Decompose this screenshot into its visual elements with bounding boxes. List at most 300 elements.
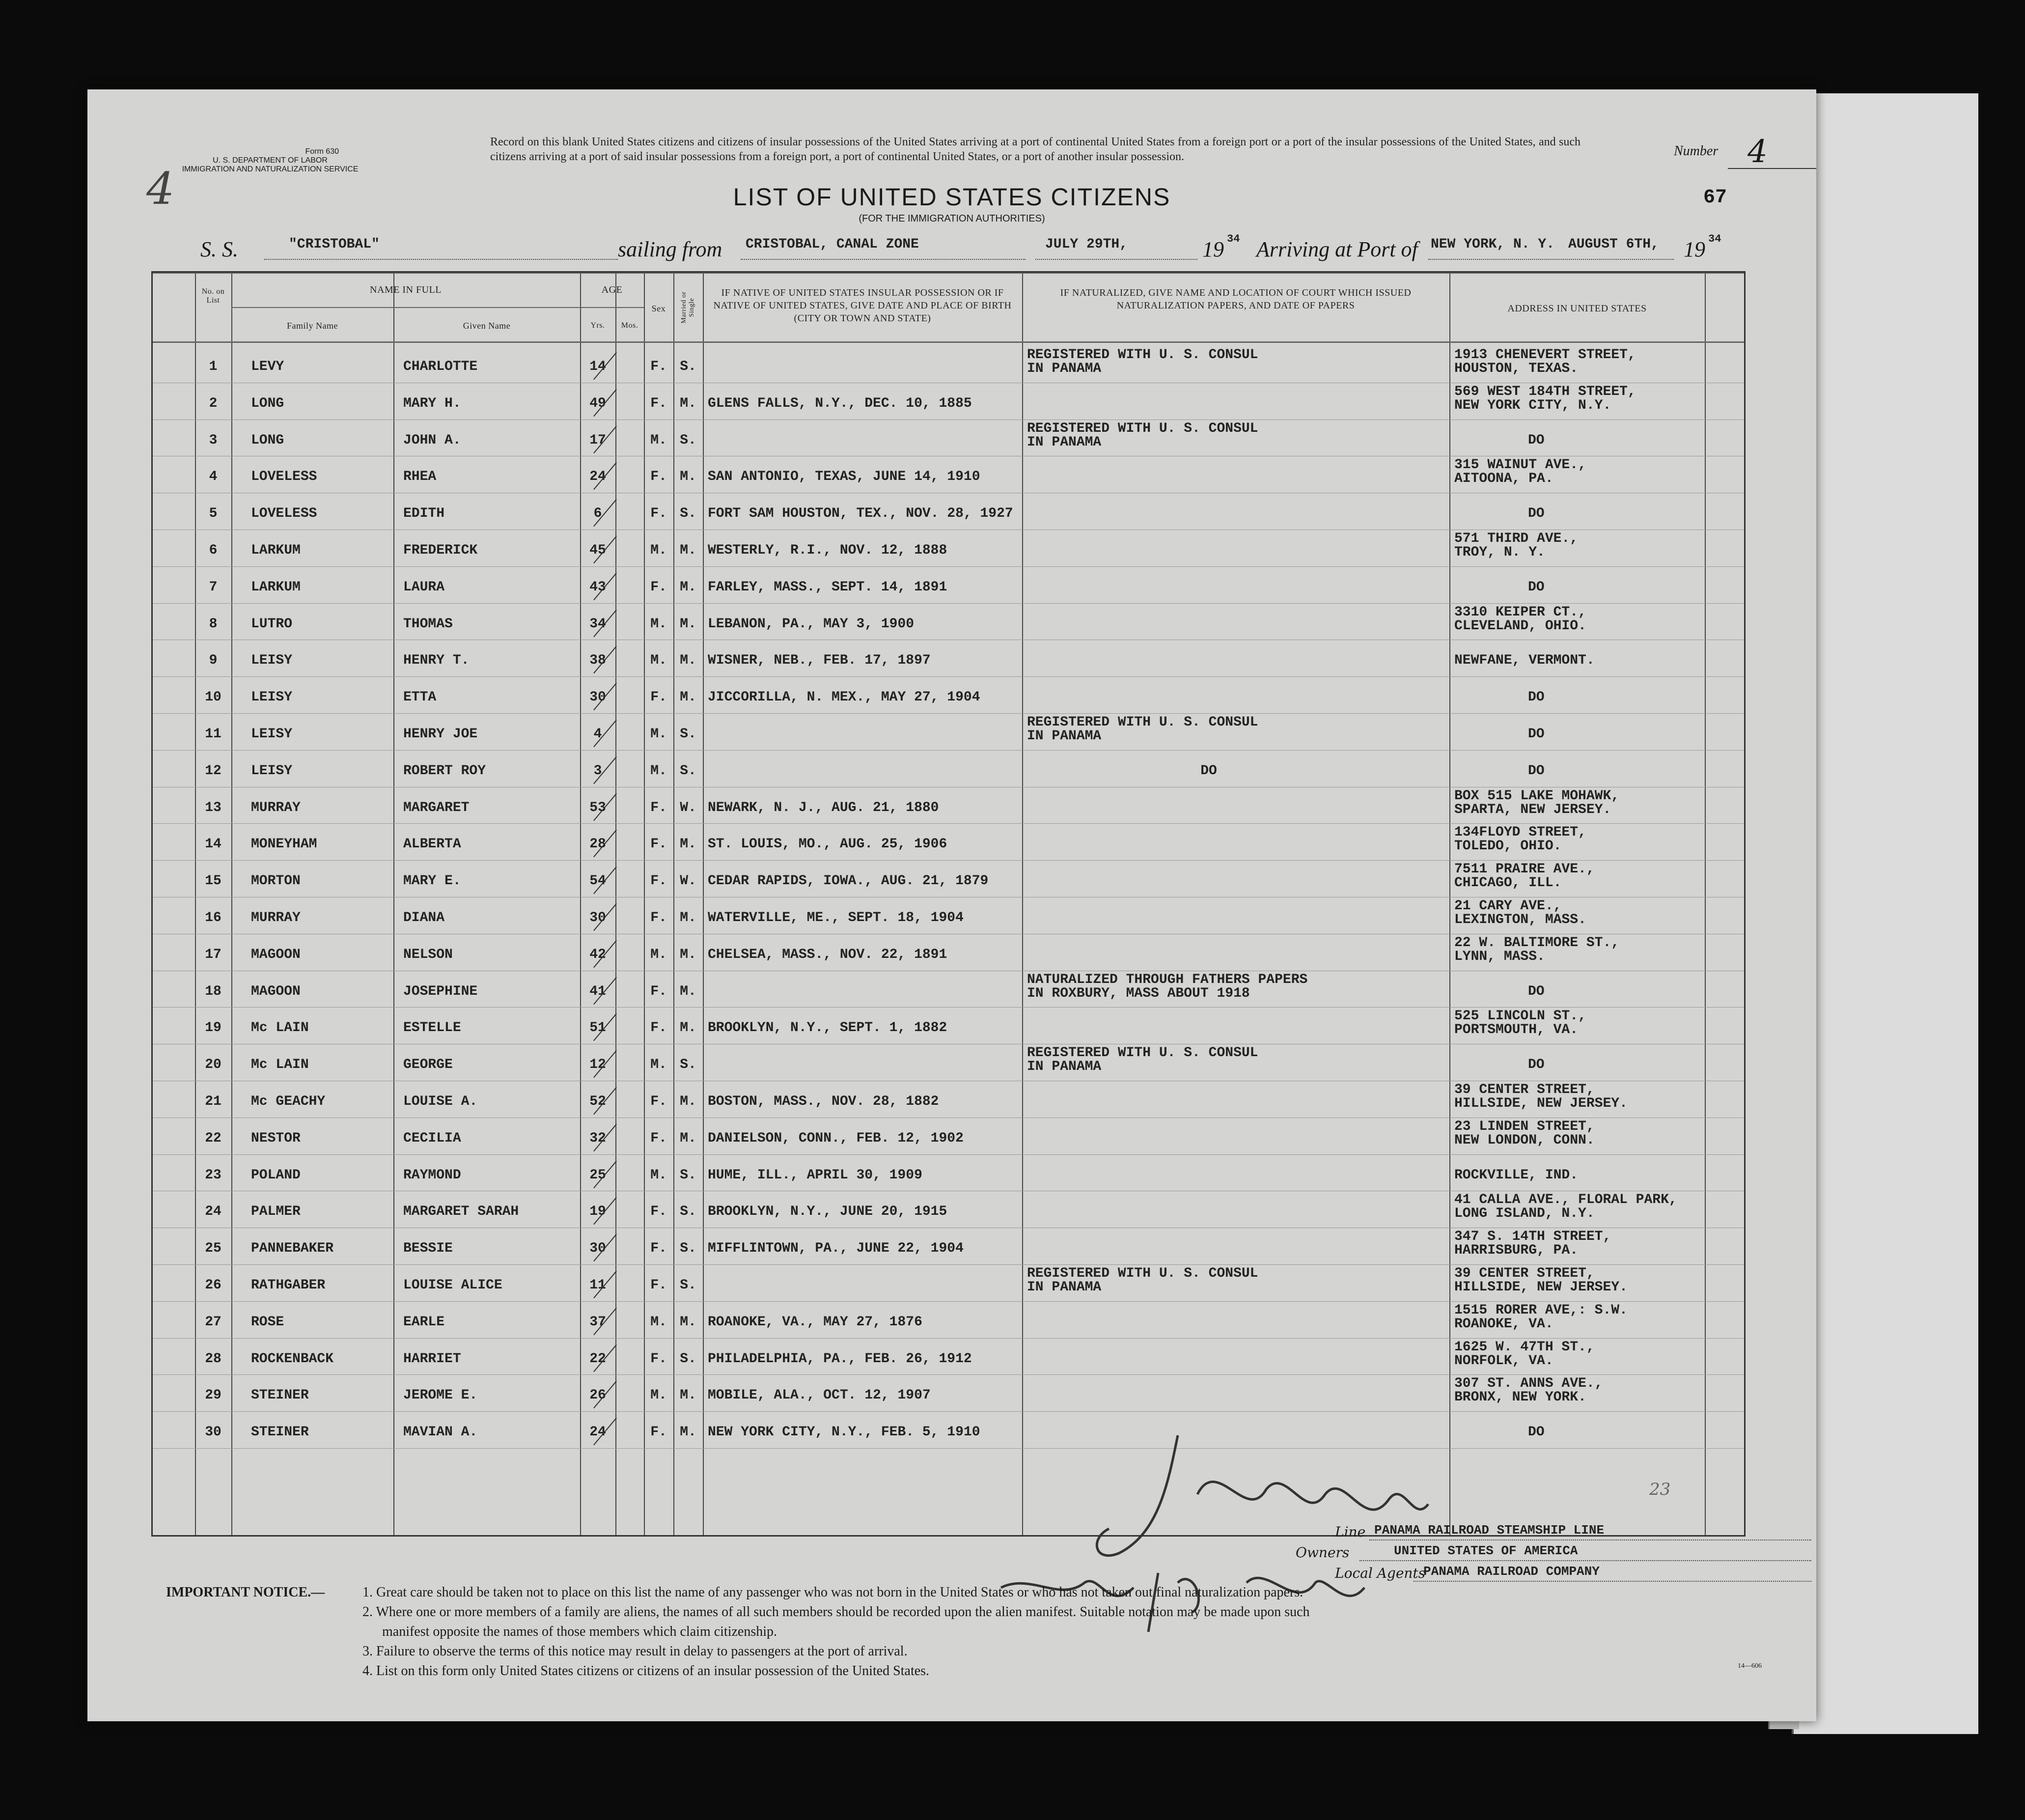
family-name: MORTON (251, 873, 301, 889)
table-row (153, 383, 1744, 420)
age-years: 53 (589, 800, 606, 815)
owners-label: Owners (1296, 1544, 1350, 1561)
marital-status: M. (680, 910, 696, 925)
naturalization-line-1: NATURALIZED THROUGH FATHERS PAPERS (1027, 972, 1308, 987)
address-line-1: 23 LINDEN STREET, (1454, 1119, 1595, 1134)
address-line-1: 569 WEST 184TH STREET, (1454, 384, 1636, 399)
age-years: 41 (589, 983, 606, 999)
address-line-2: TOLEDO, OHIO. (1454, 839, 1562, 854)
birth-place-date: WATERVILLE, ME., SEPT. 18, 1904 (708, 910, 964, 925)
table-row (153, 604, 1744, 641)
col-family-header: Family Name (287, 321, 338, 331)
row-number: 23 (205, 1167, 222, 1183)
table-row (153, 530, 1744, 567)
marital-status: M. (680, 1094, 696, 1109)
given-name: BESSIE (403, 1241, 453, 1257)
table-row (153, 1044, 1744, 1081)
family-name: LARKUM (251, 579, 301, 595)
sex: F. (650, 1425, 667, 1440)
col-address-header: ADDRESS IN UNITED STATES (1507, 303, 1647, 314)
age-years: 6 (593, 506, 602, 522)
sex: F. (650, 1241, 667, 1257)
age-years: 51 (589, 1020, 606, 1036)
birth-place-date: SAN ANTONIO, TEXAS, JUNE 14, 1910 (708, 469, 980, 485)
family-name: LOVELESS (251, 506, 317, 522)
address-line-1: 307 ST. ANNS AVE., (1454, 1376, 1603, 1392)
address-line-1: DO (1528, 432, 1545, 448)
sex: F. (650, 1020, 667, 1036)
address-line-1: 22 W. BALTIMORE ST., (1454, 935, 1620, 951)
age-years: 26 (589, 1388, 606, 1403)
marital-status: M. (680, 690, 696, 705)
given-name: LOUISE A. (403, 1094, 478, 1109)
address-line-2: LONG ISLAND, N.Y. (1454, 1206, 1595, 1222)
sex: F. (650, 469, 667, 485)
number-label: Number (1674, 143, 1719, 159)
family-name: STEINER (251, 1388, 309, 1403)
sex: F. (650, 1351, 667, 1367)
sex: F. (650, 690, 667, 705)
address-line-1: 315 WAINUT AVE., (1454, 457, 1586, 473)
naturalization-line-1: REGISTERED WITH U. S. CONSUL (1027, 420, 1258, 436)
row-number: 12 (205, 763, 222, 779)
col-birth-header: IF NATIVE OF UNITED STATES INSULAR POSSESSION OR IF NATIVE OF UNITED STATES, GIVE DATE AND PLACE OF BIRTH (CITY OR TOWN AND STATE) (713, 287, 1012, 324)
sex: F. (650, 1130, 667, 1146)
address-line-1: NEWFANE, VERMONT. (1454, 653, 1595, 669)
address-line-1: DO (1528, 579, 1545, 595)
agents-label: Local Agents (1335, 1565, 1426, 1581)
sex: M. (650, 727, 667, 742)
family-name: POLAND (251, 1167, 301, 1183)
age-years: 45 (589, 543, 606, 558)
family-name: MONEYHAM (251, 837, 317, 852)
owners-value: UNITED STATES OF AMERICA (1394, 1543, 1578, 1558)
given-name: CHARLOTTE (403, 359, 478, 374)
sail-year-prefix: 19 (1202, 237, 1224, 261)
naturalization-line-1: REGISTERED WITH U. S. CONSUL (1027, 1045, 1258, 1061)
marital-status: S. (680, 1167, 696, 1183)
address-line-2: TROY, N. Y. (1454, 545, 1545, 560)
marital-status: M. (680, 1130, 696, 1146)
arriving-label: Arriving at Port of (1256, 237, 1418, 261)
address-line-2: BRONX, NEW YORK. (1454, 1390, 1586, 1405)
sex: F. (650, 1204, 667, 1220)
sex: F. (650, 359, 667, 374)
col-yrs-header: Yrs. (590, 321, 605, 330)
marital-status: M. (680, 837, 696, 852)
notice-item-4: 4. List on this form only United States citizens or citizens of an insular possession of the United States. (362, 1663, 930, 1679)
row-number: 19 (205, 1020, 222, 1036)
table-row (153, 971, 1744, 1008)
row-number: 9 (209, 653, 218, 669)
marital-status: M. (680, 469, 696, 485)
family-name: LONG (251, 395, 284, 411)
family-name: LEVY (251, 359, 284, 374)
col-name-header: NAME IN FULL (370, 284, 442, 295)
address-line-1: DO (1528, 727, 1545, 742)
sex: F. (650, 579, 667, 595)
birth-place-date: WESTERLY, R.I., NOV. 12, 1888 (708, 543, 947, 558)
address-line-2: NEW LONDON, CONN. (1454, 1132, 1595, 1148)
form-number: Form 630 (305, 147, 339, 156)
marital-status: S. (680, 506, 696, 522)
table-row (153, 824, 1744, 861)
row-number: 5 (209, 506, 218, 522)
birth-place-date: BROOKLYN, N.Y., SEPT. 1, 1882 (708, 1020, 947, 1036)
sex: M. (650, 1167, 667, 1183)
given-name: MARGARET (403, 800, 470, 815)
number-underline (1728, 168, 1816, 169)
table-row (153, 640, 1744, 677)
ss-label: S. S. (200, 237, 238, 261)
birth-place-date: MIFFLINTOWN, PA., JUNE 22, 1904 (708, 1241, 964, 1257)
marital-status: S. (680, 763, 696, 779)
address-line-1: BOX 515 LAKE MOHAWK, (1454, 788, 1620, 804)
address-line-1: 571 THIRD AVE., (1454, 531, 1579, 546)
naturalization-line-2: IN PANAMA (1027, 1280, 1102, 1295)
birth-place-date: NEWARK, N. J., AUG. 21, 1880 (708, 800, 939, 815)
given-name: DIANA (403, 910, 445, 925)
age-years: 34 (589, 616, 606, 632)
marital-status: W. (680, 800, 696, 815)
naturalization-line-1: REGISTERED WITH U. S. CONSUL (1027, 1266, 1258, 1281)
age-years: 24 (589, 469, 606, 485)
address-line-1: 7511 PRAIRE AVE., (1454, 862, 1595, 877)
age-years: 3 (593, 763, 602, 779)
given-name: ALBERTA (403, 837, 461, 852)
address-line-1: 39 CENTER STREET, (1454, 1082, 1595, 1097)
agents-value: PANAMA RAILROAD COMPANY (1423, 1564, 1600, 1579)
address-line-1: DO (1528, 1425, 1545, 1440)
marital-status: M. (680, 543, 696, 558)
address-line-2: NEW YORK CITY, N.Y. (1454, 397, 1611, 413)
row-number: 21 (205, 1094, 222, 1109)
sail-date: JULY 29TH, (1045, 237, 1128, 252)
owners-underline (1359, 1560, 1811, 1561)
row-number: 27 (205, 1314, 222, 1330)
age-years: 24 (589, 1425, 606, 1440)
age-years: 25 (589, 1167, 606, 1183)
address-line-1: DO (1528, 763, 1545, 779)
address-line-2: SPARTA, NEW JERSEY. (1454, 802, 1611, 817)
table-row (153, 934, 1744, 971)
family-name: PANNEBAKER (251, 1241, 334, 1257)
marital-status: S. (680, 1241, 696, 1257)
address-line-1: 3310 KEIPER CT., (1454, 604, 1586, 620)
birth-place-date: WISNER, NEB., FEB. 17, 1897 (708, 653, 931, 669)
sex: F. (650, 873, 667, 889)
age-years: 49 (589, 395, 606, 411)
birth-place-date: HUME, ILL., APRIL 30, 1909 (708, 1167, 922, 1183)
sex: F. (650, 395, 667, 411)
address-line-2: HARRISBURG, PA. (1454, 1243, 1579, 1259)
birth-place-date: FORT SAM HOUSTON, TEX., NOV. 28, 1927 (708, 506, 1013, 522)
sex: M. (650, 1388, 667, 1403)
given-name: MARY E. (403, 873, 461, 889)
age-years: 22 (589, 1351, 606, 1367)
page-subtitle: (FOR THE IMMIGRATION AUTHORITIES) (859, 213, 1045, 224)
family-name: LUTRO (251, 616, 293, 632)
naturalization-line-2: IN PANAMA (1027, 434, 1102, 450)
birth-place-date: DANIELSON, CONN., FEB. 12, 1902 (708, 1130, 964, 1146)
table-row (153, 1375, 1744, 1412)
row-number: 6 (209, 543, 218, 558)
given-name: RHEA (403, 469, 437, 485)
sail-year: 34 (1227, 233, 1240, 245)
address-line-2: HOUSTON, TEXAS. (1454, 361, 1579, 376)
row-number: 2 (209, 395, 218, 411)
from-line (741, 259, 1026, 260)
marital-status: S. (680, 359, 696, 374)
age-years: 38 (589, 653, 606, 669)
marital-status: S. (680, 1278, 696, 1293)
address-line-2: LYNN, MASS. (1454, 949, 1545, 964)
family-name: LEISY (251, 727, 293, 742)
family-name: ROSE (251, 1314, 284, 1330)
row-number: 16 (205, 910, 222, 925)
margin-mark: 4 (146, 163, 175, 215)
table-row (153, 493, 1744, 530)
family-name: STEINER (251, 1425, 309, 1440)
address-line-1: DO (1528, 690, 1545, 705)
col-age-header: AGE (601, 284, 623, 295)
family-name: MAGOON (251, 983, 301, 999)
family-name: MURRAY (251, 800, 301, 815)
marital-status: M. (680, 395, 696, 411)
arrival-year: 34 (1708, 233, 1721, 245)
table-row (153, 420, 1744, 457)
given-name: EARLE (403, 1314, 445, 1330)
sex: F. (650, 800, 667, 815)
sex: F. (650, 1094, 667, 1109)
department-name: U. S. DEPARTMENT OF LABOR (213, 156, 328, 165)
address-line-1: 1625 W. 47TH ST., (1454, 1339, 1595, 1355)
marital-status: M. (680, 947, 696, 962)
address-line-1: 1913 CHENEVERT STREET, (1454, 347, 1636, 363)
row-number: 10 (205, 690, 222, 705)
arrival-year-prefix: 19 (1684, 237, 1705, 261)
age-years: 30 (589, 910, 606, 925)
birth-place-date: GLENS FALLS, N.Y., DEC. 10, 1885 (708, 395, 972, 411)
given-name: JOHN A. (403, 432, 461, 448)
family-name: RATHGABER (251, 1278, 326, 1293)
table-row (153, 787, 1744, 824)
address-line-2: LEXINGTON, MASS. (1454, 912, 1586, 927)
birth-place-date: ST. LOUIS, MO., AUG. 25, 1906 (708, 837, 947, 852)
sex: F. (650, 837, 667, 852)
birth-place-date: ROANOKE, VA., MAY 27, 1876 (708, 1314, 922, 1330)
marital-status: S. (680, 1204, 696, 1220)
row-number: 3 (209, 432, 218, 448)
notice-heading: IMPORTANT NOTICE.— (166, 1585, 325, 1600)
family-name: PALMER (251, 1204, 301, 1220)
table-row (153, 714, 1744, 751)
given-name: HENRY JOE (403, 727, 478, 742)
row-number: 29 (205, 1388, 222, 1403)
passenger-table (151, 271, 1746, 1537)
address-line-2: HILLSIDE, NEW JERSEY. (1454, 1096, 1628, 1111)
row-number: 1 (209, 359, 218, 374)
given-name: MARGARET SARAH (403, 1204, 519, 1220)
col-sex-header: Sex (651, 304, 666, 313)
age-years: 30 (589, 1241, 606, 1257)
naturalization-line-2: IN PANAMA (1027, 361, 1102, 376)
family-name: Mc LAIN (251, 1020, 309, 1036)
naturalization-line-1: DO (1200, 763, 1217, 779)
table-row (153, 1302, 1744, 1339)
table-row (153, 1081, 1744, 1118)
row-number: 20 (205, 1057, 222, 1073)
col-naturalized-header: IF NATURALIZED, GIVE NAME AND LOCATION OF COURT WHICH ISSUED NATURALIZATION PAPERS, AND DATE OF PAPERS (1060, 287, 1412, 311)
naturalization-line-1: REGISTERED WITH U. S. CONSUL (1027, 715, 1258, 730)
number-value: 4 (1748, 134, 1768, 170)
sex: M. (650, 763, 667, 779)
row-number: 22 (205, 1130, 222, 1146)
age-years: 17 (589, 432, 606, 448)
table-row (153, 567, 1744, 604)
age-years: 32 (589, 1130, 606, 1146)
given-name: RAYMOND (403, 1167, 461, 1183)
address-line-2: CLEVELAND, OHIO. (1454, 618, 1586, 634)
birth-place-date: BOSTON, MASS., NOV. 28, 1882 (708, 1094, 939, 1109)
row-number: 13 (205, 800, 222, 815)
address-line-1: ROCKVILLE, IND. (1454, 1167, 1579, 1183)
age-years: 19 (589, 1204, 606, 1220)
family-name: LEISY (251, 690, 293, 705)
family-name: ROCKENBACK (251, 1351, 334, 1367)
table-row (153, 346, 1744, 383)
naturalization-line-2: IN PANAMA (1027, 1059, 1102, 1075)
table-row (153, 1118, 1744, 1155)
sex: M. (650, 947, 667, 962)
given-name: JOSEPHINE (403, 983, 478, 999)
birth-place-date: LEBANON, PA., MAY 3, 1900 (708, 616, 915, 632)
marital-status: M. (680, 579, 696, 595)
address-line-1: DO (1528, 1057, 1545, 1073)
given-name: ETTA (403, 690, 437, 705)
form-instructions: Record on this blank United States citizens and citizens of insular possessions of the United States arriving at a port of continental United States from a foreign port or a port of the insular possessions of the United States, and such citizens arriving at a port of said insular possessions from a foreign port, a port of continental United States, or a port of another insular possession. (490, 136, 1581, 163)
row-number: 8 (209, 616, 218, 632)
given-name: NELSON (403, 947, 453, 962)
from-port: CRISTOBAL, CANAL ZONE (746, 237, 919, 252)
family-name: NESTOR (251, 1130, 301, 1146)
table-row (153, 751, 1744, 787)
sex: F. (650, 983, 667, 999)
naturalization-line-2: IN PANAMA (1027, 728, 1102, 744)
family-name: LARKUM (251, 543, 301, 558)
backing-sheet (1792, 93, 1978, 1734)
family-name: LEISY (251, 653, 293, 669)
marital-status: M. (680, 653, 696, 669)
age-years: 42 (589, 947, 606, 962)
page-number: 67 (1703, 187, 1727, 209)
table-row (153, 1228, 1744, 1265)
sex: F. (650, 506, 667, 522)
form-identifier (142, 147, 398, 174)
age-years: 30 (589, 690, 606, 705)
birth-place-date: JICCORILLA, N. MEX., MAY 27, 1904 (708, 690, 980, 705)
naturalization-line-1: REGISTERED WITH U. S. CONSUL (1027, 347, 1258, 363)
address-line-1: DO (1528, 983, 1545, 999)
address-line-2: AITOONA, PA. (1454, 471, 1553, 487)
pencil-number: 23 (1649, 1480, 1671, 1499)
sex: F. (650, 1278, 667, 1293)
address-line-2: PORTSMOUTH, VA. (1454, 1022, 1579, 1038)
table-row (153, 456, 1744, 493)
address-line-2: NORFOLK, VA. (1454, 1353, 1553, 1369)
birth-place-date: CHELSEA, MASS., NOV. 22, 1891 (708, 947, 947, 962)
given-name: ESTELLE (403, 1020, 461, 1036)
address-line-1: 347 S. 14TH STREET, (1454, 1229, 1611, 1245)
notice-item-3: 3. Failure to observe the terms of this notice may result in delay to passengers at the port of arrival. (362, 1644, 908, 1659)
date-line (1035, 259, 1197, 260)
family-name: MAGOON (251, 947, 301, 962)
table-row (153, 1339, 1744, 1375)
age-years: 12 (589, 1057, 606, 1073)
marital-status: M. (680, 1425, 696, 1440)
sex: M. (650, 616, 667, 632)
row-number: 4 (209, 469, 218, 485)
birth-place-date: NEW YORK CITY, N.Y., FEB. 5, 1910 (708, 1425, 980, 1440)
marital-status: S. (680, 432, 696, 448)
table-row (153, 861, 1744, 897)
given-name: HARRIET (403, 1351, 461, 1367)
address-line-1: 525 LINCOLN ST., (1454, 1008, 1586, 1024)
marital-status: M. (680, 1388, 696, 1403)
given-name: JEROME E. (403, 1388, 478, 1403)
row-number: 25 (205, 1241, 222, 1257)
row-number: 11 (205, 727, 222, 742)
family-name: LONG (251, 432, 284, 448)
table-row (153, 1191, 1744, 1228)
given-name: HENRY T. (403, 653, 470, 669)
service-name: IMMIGRATION AND NATURALIZATION SERVICE (182, 165, 359, 173)
age-years: 52 (589, 1094, 606, 1109)
given-name: MARY H. (403, 395, 461, 411)
age-years: 14 (589, 359, 606, 374)
row-number: 28 (205, 1351, 222, 1367)
row-number: 26 (205, 1278, 222, 1293)
manifest-page (87, 89, 1816, 1721)
notice-item-2: 2. Where one or more members of a family are aliens, the names of all such members should be recorded upon the alien manifest. Suitable notation may be made upon such (362, 1604, 1310, 1620)
family-name: Mc GEACHY (251, 1094, 326, 1109)
row-number: 14 (205, 837, 222, 852)
col-given-header: Given Name (463, 321, 511, 331)
line-label: Line (1335, 1524, 1366, 1540)
marital-status: M. (680, 1020, 696, 1036)
ship-line (264, 259, 618, 260)
table-row (153, 1155, 1744, 1192)
naturalization-line-2: IN ROXBURY, MASS ABOUT 1918 (1027, 985, 1250, 1001)
row-number: 15 (205, 873, 222, 889)
col-married-header: Married or Single (680, 291, 695, 324)
row-number: 24 (205, 1204, 222, 1220)
age-years: 37 (589, 1314, 606, 1330)
col-mos-header: Mos. (621, 321, 638, 330)
given-name: LOUISE ALICE (403, 1278, 502, 1293)
marital-status: M. (680, 1314, 696, 1330)
ship-name: "CRISTOBAL" (289, 237, 380, 252)
age-years: 11 (589, 1278, 606, 1293)
given-name: CECILIA (403, 1130, 461, 1146)
notice-item-1: 1. Great care should be taken not to place on this list the name of any passenger who was not born in the United States or who has not taken out final naturalization papers. (362, 1585, 1304, 1600)
row-number: 30 (205, 1425, 222, 1440)
address-line-2: ROANOKE, VA. (1454, 1316, 1553, 1332)
marital-status: S. (680, 727, 696, 742)
given-name: THOMAS (403, 616, 453, 632)
birth-place-date: CEDAR RAPIDS, IOWA., AUG. 21, 1879 (708, 873, 989, 889)
col-no-header: No. on List (201, 287, 225, 305)
